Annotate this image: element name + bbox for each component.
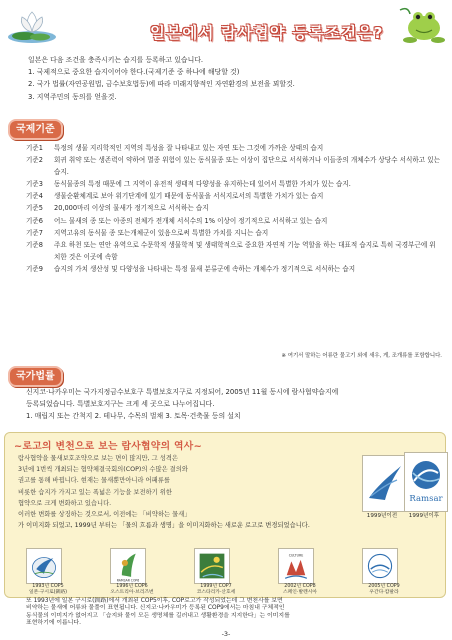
criteria-item <box>26 202 442 214</box>
law-line: 1. 매립지 또는 간척지 2. 테나무, 수목의 벌채 3. 토목·건축물 등의 설치 <box>26 412 241 421</box>
criteria-text: 어느 물새의 종 또는 아종의 전체가 전개체 서식수의 1% 이상이 정기적으로 서식하고 있는 습지 <box>54 216 328 225</box>
cop-year: 1993년 COP5 <box>32 584 64 589</box>
law-line: 등록되었습니다. 특별보호지구는 크게 세 곳으로 나누어집니다. <box>26 400 215 409</box>
history-line: 권고를 통해 바뀝니다. 현재는 물새뿐만아니라 어패류를 <box>18 477 170 485</box>
cop6-logo-icon <box>110 548 146 584</box>
history-line: 비롯한 습지가 가지고 있는 폭넓은 기능을 보전하기 위한 <box>18 488 172 496</box>
criteria-item <box>26 142 442 154</box>
criteria-key: 기준4 <box>26 192 43 201</box>
ramsar-old-logo-icon <box>362 455 407 512</box>
criteria-text: 지역고유의 동식물 종 또는개체군이 있음으로써 특별한 가치를 지니는 습지 <box>54 228 269 237</box>
criteria-text: 특정의 생물 지리학적인 지역의 특성을 잘 나타내고 있는 자연 또는 그것에 가까운 상태의 습지 <box>54 144 324 152</box>
cop5-logo-icon <box>26 548 62 584</box>
criteria-text: 동식물종의 특정 때문에 그 지역이 유전적 생태적 다양성을 유지하는데 있어서 특별한 가치가 있는 습지. <box>54 180 351 189</box>
criteria-item <box>26 178 442 190</box>
cop-year: 1996년 COP6 <box>116 584 148 589</box>
criteria-list <box>26 142 442 275</box>
criteria-text: 20,000마리 이상의 물새가 정기적으로 서식하는 습지 <box>54 204 209 213</box>
criteria-item <box>26 154 442 178</box>
cop-year: 1999년 COP7 <box>200 584 232 589</box>
intro-line: 3. 지역주민의 동의를 얻을것. <box>28 92 117 101</box>
section-heading-law: 국가법률 <box>8 366 63 387</box>
history-line: 이러한 변화를 상징하는 것으로서, 이전에는 「비약하는 물새」 <box>18 510 191 518</box>
page-title: 일본에서 람사협약 등록조건은? <box>150 24 384 42</box>
criteria-item <box>26 263 442 275</box>
section-heading-criteria: 국제기준 <box>8 119 63 140</box>
cop9-logo-icon <box>362 548 398 584</box>
cop-logo-caption <box>6 584 90 596</box>
cop8-wordmark: CULTURE <box>288 553 304 558</box>
cop-place: 오스트리아·브리즈번 <box>110 590 154 596</box>
criteria-item <box>26 190 442 202</box>
cop7-logo-icon <box>194 548 230 584</box>
intro-line: 일본은 다음 조건을 충족시키는 습지를 등록하고 있습니다. <box>28 56 204 64</box>
criteria-key: 기준2 <box>26 156 43 165</box>
ramsar-wordmark: Ramsar <box>409 494 443 504</box>
cop6-wordmark: RAMSAR COP6 <box>116 578 140 583</box>
logo-caption-new: 1999년이후 <box>408 513 440 519</box>
cop-place: 코스타리카·산호세 <box>196 590 236 596</box>
cop-logo-caption <box>90 584 174 596</box>
criteria-key: 기준7 <box>26 228 43 237</box>
intro-line: 1. 국제적으로 중요한 습지이어야 한다.(국제기준 중 하나에 해당할 것) <box>28 68 240 77</box>
criteria-text: 습지의 가치 생산성 및 다양성을 나타내는 특정 물새 분류군에 속하는 개체수가 정기적으로 서식하는 습지 <box>54 264 356 273</box>
logo-caption-old: 1999년이전 <box>366 513 398 519</box>
criteria-item <box>26 227 442 239</box>
logo-history-title: ~로고의 변천으로 보는 람사협약의 역사~ <box>14 441 203 452</box>
history-line: 람사협약을 물새보호조약으로 보는 면이 많지만, 그 성격은 <box>18 455 178 462</box>
history-line: 3년에 1번씩 개최되는 협약체결국회의(COP)의 수많은 결의와 <box>18 466 188 474</box>
cop8-logo-icon <box>278 548 314 584</box>
closing-line: 동식물의 이미지가 없어지고 「습지와 물이 모든 생명체를 길러내고 생활환경을 지지한다」는 이미지를 <box>26 612 290 619</box>
criteria-text: 생물순환체계로 보아 위기단계에 있기 때문에 동식물을 서식지로서의 특별한 가치가 있는 습지 <box>54 192 324 201</box>
cop-year: 2005년 COP9 <box>368 584 400 589</box>
cop-logo-caption <box>174 584 258 596</box>
closing-line: 표현하기에 이릅니다. <box>26 620 81 627</box>
closing-paragraph <box>26 598 446 628</box>
criteria-key: 기준5 <box>26 204 43 213</box>
criteria-text: 주요 하천 또는 연안 유역으로 수문학적 생물학적 및 생태학적으로 중요한 자연적 기능 역할을 하는 대표적 습지로 특히 국경부근에 위치한 것은 이곳에 속함 <box>54 240 436 261</box>
frog-illustration-icon <box>396 4 448 46</box>
cop-place: 스페인·발렌시아 <box>283 590 317 596</box>
criteria-key: 기준9 <box>26 264 43 273</box>
closing-line: 또 1993년에 일본 구시로(釧路)에서 개최된 COP5이후, COP로고가 작성되었는데 그 변천사를 보면 <box>26 598 283 604</box>
criteria-text: 회귀 취약 또는 생존력이 약하여 멸종 위험이 있는 동식물종 또는 이상이 집단으로 서식하거나 이들종의 개체수가 상당수 서식하고 있는 습지. <box>54 156 440 177</box>
criteria-key: 기준6 <box>26 216 43 225</box>
lotus-illustration-icon <box>6 4 58 44</box>
cop-logo-caption <box>258 584 342 596</box>
ramsar-new-logo-icon <box>404 452 448 512</box>
cop-place: 일본·구시로(釧路) <box>28 590 68 596</box>
logo-history-paragraph <box>18 453 348 520</box>
law-line: 신지코·나카우미는 국가지정금수보호구 특별보호지구로 지정되어, 2005년 11월 동시에 람사협약습지에 <box>26 388 339 396</box>
cop-logo-caption <box>342 584 426 596</box>
registration-conditions <box>28 54 438 103</box>
criteria-item <box>26 215 442 227</box>
page-number: -3- <box>221 630 231 638</box>
cop-place: 우간다·캄팔라 <box>369 590 399 596</box>
history-line: 협약으로 크게 변화하고 있습니다. <box>18 499 112 507</box>
criteria-key: 기준8 <box>26 240 43 249</box>
criteria-item <box>26 239 442 263</box>
closing-line: 비약하는 물새에 어류와 물풀이 표현됩니다. 신지코·나카우미가 등록된 COP9에서는 마침내 구체적인 <box>26 605 285 612</box>
intro-line: 2. 국가 법률(자연공원법, 금수보호법등)에 따라 미래지향적인 자연환경의 보전을 꾀할것. <box>28 80 295 89</box>
criteria-key: 기준1 <box>26 144 43 152</box>
law-paragraph <box>26 386 442 423</box>
criteria-footnote: ※ 여기서 말하는 어류란 물고기 외에 새우, 게, 조개류를 포함합니다. <box>281 353 442 359</box>
cop-year: 2002년 COP8 <box>284 584 316 589</box>
logo-history-last-line: 가 이미지화 되었고, 1999년 부터는 「물의 흐름과 생명」을 이미지화하는 새로운 로고로 변경되었습니다. <box>18 522 310 529</box>
criteria-key: 기준3 <box>26 180 43 189</box>
